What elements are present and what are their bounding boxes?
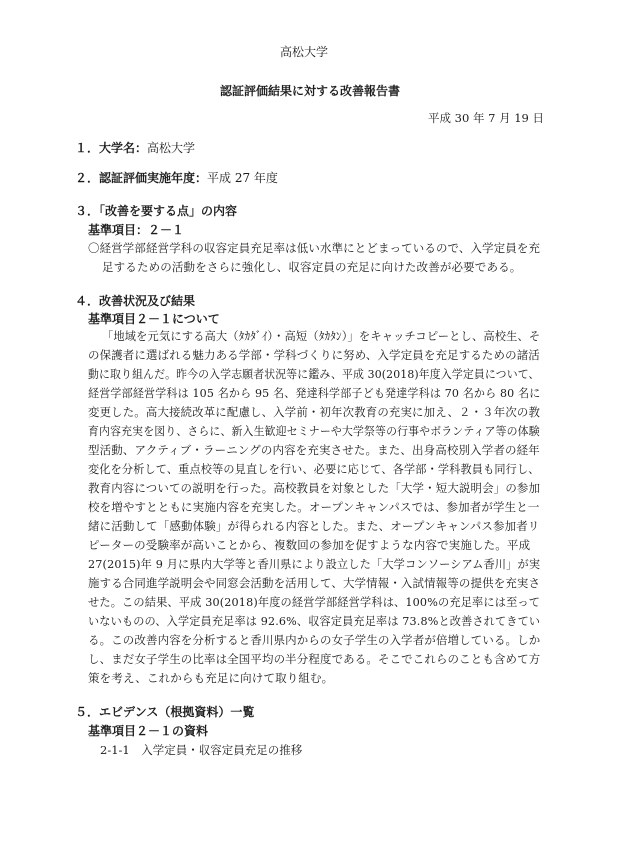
section-3-line-1: 〇経営学部経営学科の収容定員充足率は低い水準にとどまっているので、入学定員を充 — [88, 241, 541, 255]
document-title: 認証評価結果に対する改善報告書 — [220, 84, 401, 98]
section-4-line: ピーターの受験率が高いことから、複数回の参加を促すような内容で実施した。平成 — [88, 538, 531, 552]
section-4-line: いないものの、入学定員充足率は 92.6%、収容定員充足率は 73.8%と改善されてきてい — [88, 614, 541, 628]
section-2-label: ２．認証評価実施年度： — [75, 171, 208, 185]
section-4-line: 「地域を元気にする高大（ﾀｶﾀﾞｲ）・高短（ﾀｶﾀﾝ）」をキャッチコピーとし、高校生、そ — [102, 329, 541, 343]
section-4-line: 27(2015)年 9 月に県内大学等と香川県により設立した「大学コンソーシアム香川」が実 — [88, 557, 541, 571]
section-4-heading: ４．改善状況及び結果 — [75, 294, 196, 308]
section-5-standard: 基準項目２－１の資料 — [88, 724, 209, 738]
section-4-line: 策を考え、これからも充足に向けて取り組む。 — [88, 671, 334, 685]
section-4-line: 変更した。高大接続改革に配慮し、入学前・初年次教育の充実に加え、２・３年次の教 — [88, 405, 541, 419]
university-name: 高松大学 — [280, 45, 329, 59]
section-4-standard: 基準項目２－１について — [88, 312, 220, 326]
section-1 — [75, 139, 195, 156]
section-4-line: 教育内容についての説明を行った。高校教員を対象とした「大学・短大説明会」の参加 — [88, 481, 541, 495]
report-date: 平成 30 年 7 月 19 日 — [428, 111, 545, 125]
section-4-line: し、まだ女子学生の比率は全国平均の半分程度である。そこでこれらのことも含めて方 — [88, 652, 541, 666]
section-4-line: 型活動、アクティブ・ラーニングの内容を充実させた。また、出身高校別入学者の経年 — [88, 443, 540, 457]
section-4-line: 動に取り組んだ。昨今の入学志願者状況等に鑑み、平成 30(2018)年度入学定員について、 — [88, 367, 540, 381]
section-4-line: る。この改善内容を分析すると香川県内からの女子学生の入学者が倍増している。しか — [88, 633, 541, 647]
section-4-line: 経営学部経営学科は 105 名から 95 名、発達科学部子ども発達学科は 70 名から 80 名に — [88, 386, 541, 400]
section-3-heading: ３．「改善を要する点」の内容 — [75, 204, 238, 218]
section-4-line: 校を増やすとともに実施内容を充実した。オープンキャンパスでは、参加者が学生と一 — [88, 500, 540, 514]
section-4-line: せた。この結果、平成 30(2018)年度の経営学部経営学科は、100%の充足率には至って — [88, 595, 541, 609]
section-3-line-2: 足するための活動をさらに強化し、収容定員の充足に向けた改善が必要である。 — [102, 260, 522, 274]
section-4-line: 育内容充実を図り、さらに、新入生歓迎セミナーや大学祭等の行事やボランティア等の体験 — [88, 424, 540, 438]
section-5-heading: ５．エビデンス（根拠資料）一覧 — [75, 705, 255, 719]
section-4-line: の保護者に選ばれる魅力ある学部・学科づくりに努め、入学定員を充足するための諸活 — [88, 348, 540, 362]
section-4-line: 変化を分析して、重点校等の見直しを行い、必要に応じて、各学部・学科教員も同行し、 — [88, 462, 540, 476]
section-1-label: １．大学名： — [75, 141, 148, 155]
section-3-standard: 基準項目：２－１ — [88, 223, 185, 237]
evidence-item: 2-1-1 入学定員・収容定員充足の推移 — [100, 743, 303, 757]
section-4-line: 施する合同進学説明会や同窓会活動を活用して、大学情報・入試情報等の提供を充実さ — [88, 576, 541, 590]
section-2-value: 平成 27 年度 — [207, 171, 278, 185]
section-2 — [75, 169, 278, 186]
section-4-line: 緒に活動して「感動体験」が得られる内容とした。また、オープンキャンパス参加者リ — [88, 519, 540, 533]
section-1-value: 高松大学 — [147, 141, 196, 155]
